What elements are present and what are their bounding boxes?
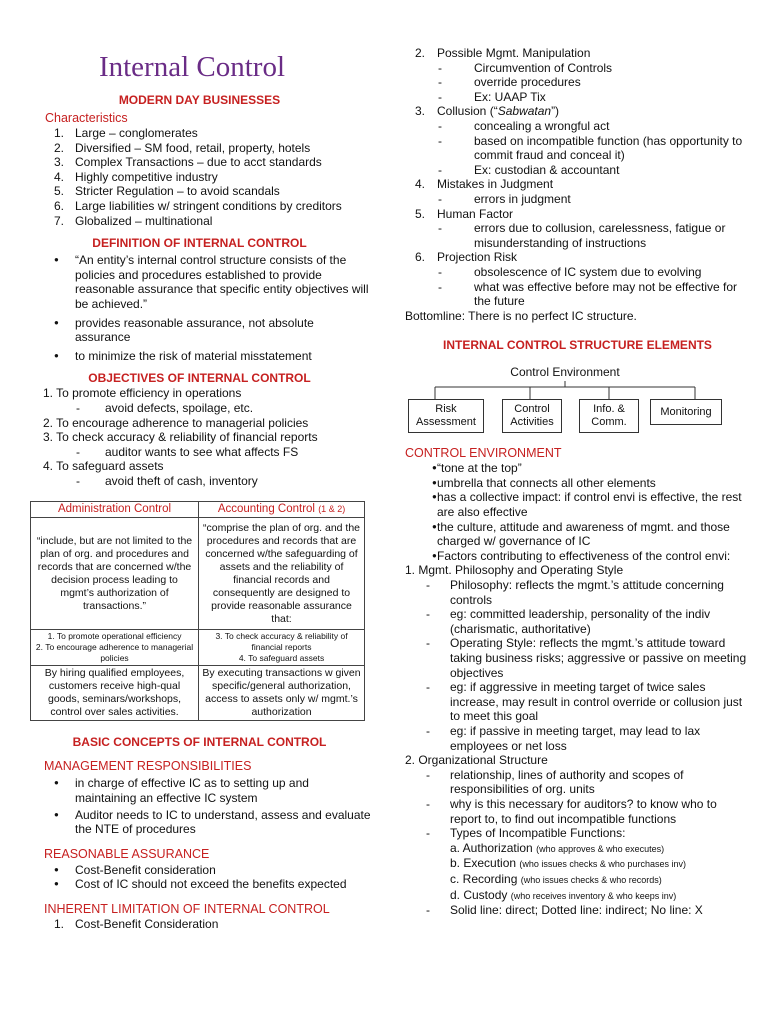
mgmt-resp-subheading: MANAGEMENT RESPONSIBILITIES bbox=[44, 759, 252, 774]
list-item: 6. Large liabilities w/ stringent conditions by creditors bbox=[54, 198, 342, 213]
list-item: ● the culture, attitude and awareness of mgmt. and those charged w/ governance of IC bbox=[405, 520, 750, 549]
factor-2-list bbox=[405, 768, 750, 918]
structure-heading: INTERNAL CONTROL STRUCTURE ELEMENTS bbox=[443, 338, 712, 353]
list-item: 6. Projection Risk bbox=[415, 250, 518, 265]
admin-definition: “include, but are not limited to the plan of org. and procedures and records that are concerned w/the decision process leading to mgmt’s authorization of transactions.” bbox=[31, 518, 199, 630]
incompatible-function-item: c. Recording (who issues checks & who records) bbox=[450, 871, 662, 886]
acct-objectives: 3. To check accuracy & reliability of financial reports 4. To safeguard assets bbox=[199, 630, 365, 666]
list-item: 2. Possible Mgmt. Manipulation bbox=[415, 46, 591, 60]
list-item: 2. To encourage adherence to managerial policies bbox=[43, 415, 309, 430]
control-environment-bullets bbox=[405, 461, 750, 563]
factor-1-list bbox=[405, 578, 750, 753]
list-item: ● Cost of IC should not exceed the benefits expected bbox=[27, 877, 372, 892]
acct-definition: “comprise the plan of org. and the procedures and records that are concerned w/the safeguarding of assets and the reliability of financial records and consequently are designed to provide reasonable assurance that: bbox=[199, 518, 365, 630]
list-item: 5. Human Factor bbox=[415, 206, 514, 221]
factor-1-heading: 1. Mgmt. Philosophy and Operating Style bbox=[405, 563, 624, 578]
list-subitem: - Operating Style: reflects the mgmt.’s attitude toward taking business risks; aggressive or passive on meeting objectives bbox=[405, 636, 750, 680]
characteristics-subheading: Characteristics bbox=[45, 111, 128, 125]
list-subitem: - why is this necessary for auditors? to know who to report to, to find out incompatible functions bbox=[405, 797, 750, 826]
list-item: ● Factors contributing to effectiveness of the control envi: bbox=[405, 549, 750, 564]
structure-diagram bbox=[405, 365, 750, 445]
list-subitem: - avoid theft of cash, inventory bbox=[43, 474, 372, 489]
diagram-root-label: Control Environment bbox=[510, 365, 620, 380]
mgmt-resp-list bbox=[27, 776, 372, 836]
list-item: 3. To check accuracy & reliability of financial reports bbox=[43, 430, 318, 445]
list-subitem: - errors in judgment bbox=[405, 192, 750, 207]
list-item: ● “An entity’s internal control structure consists of the policies and procedures established to provide reasonable assurance that specific entity objectives will be achieved.” bbox=[27, 253, 372, 311]
list-subitem: - obsolescence of IC system due to evolving bbox=[405, 265, 750, 280]
list-item: ● Cost-Benefit consideration bbox=[27, 863, 372, 878]
list-subitem: - relationship, lines of authority and scopes of responsibilities of org. units bbox=[405, 768, 750, 797]
page-title: Internal Control bbox=[98, 51, 286, 83]
list-item: 3. Complex Transactions – due to acct standards bbox=[54, 155, 322, 170]
list-item: 2. Diversified – SM food, retail, property, hotels bbox=[54, 140, 311, 155]
modern-heading: MODERN DAY BUSINESSES bbox=[118, 93, 281, 107]
list-subitem: - Ex: UAAP Tix bbox=[405, 90, 750, 105]
right-column bbox=[405, 0, 750, 918]
left-column bbox=[27, 0, 372, 932]
table-header-acct: Accounting Control (1 & 2) bbox=[199, 502, 365, 518]
list-subitem: - Types of Incompatible Functions: bbox=[405, 826, 750, 841]
list-item: ● Auditor needs to IC to understand, assess and evaluate the NTE of procedures bbox=[27, 808, 372, 837]
acct-example: By executing transactions w given specific/general authorization, access to assets only w/ mgmt.’s authorization bbox=[199, 666, 365, 721]
table-header-admin: Administration Control bbox=[31, 502, 199, 518]
list-subitem: - eg: committed leadership, personality of the indiv (charismatic, authoritative) bbox=[405, 607, 750, 636]
control-comparison-table bbox=[30, 501, 365, 721]
admin-example: By hiring qualified employees, customers receive high-qual goods, seminars/workshops, control over sales activities. bbox=[31, 666, 199, 721]
characteristics-list bbox=[27, 126, 372, 228]
list-subitem: - what was effective before may not be effective for the future bbox=[405, 280, 750, 309]
incompatible-function-item: a. Authorization (who approves & who executes) bbox=[450, 840, 665, 855]
objectives-heading: OBJECTIVES OF INTERNAL CONTROL bbox=[88, 371, 311, 386]
inherent-limitation-subheading: INHERENT LIMITATION OF INTERNAL CONTROL bbox=[44, 902, 330, 917]
diagram-box-monitoring: Monitoring bbox=[650, 399, 722, 425]
list-item: 4. To safeguard assets bbox=[43, 459, 164, 474]
list-item: 4. Mistakes in Judgment bbox=[415, 177, 554, 192]
list-item: 1. Large – conglomerates bbox=[54, 126, 198, 140]
list-item: ● “tone at the top” bbox=[405, 461, 750, 476]
list-subitem: - eg: if passive in meeting target, may lead to lax employees or net loss bbox=[405, 724, 750, 753]
list-subitem: - Circumvention of Controls bbox=[405, 61, 750, 76]
list-subitem: - avoid defects, spoilage, etc. bbox=[43, 401, 372, 416]
admin-objectives: 1. To promote operational efficiency 2. To encourage adherence to managerial policies bbox=[31, 630, 199, 666]
control-environment-subheading: CONTROL ENVIRONMENT bbox=[405, 446, 562, 461]
definition-list bbox=[27, 253, 372, 363]
list-subitem: - based on incompatible function (has opportunity to commit fraud and conceal it) bbox=[405, 134, 750, 163]
list-item: 7. Globalized – multinational bbox=[54, 213, 213, 228]
limitations-list bbox=[405, 46, 750, 309]
diagram-box-control-activities: Control Activities bbox=[502, 399, 562, 433]
list-item: 1. To promote efficiency in operations bbox=[43, 386, 242, 401]
list-item: ● to minimize the risk of material misstatement bbox=[27, 349, 372, 364]
list-item: 5. Stricter Regulation – to avoid scandals bbox=[54, 184, 280, 199]
definition-heading: DEFINITION OF INTERNAL CONTROL bbox=[92, 236, 307, 251]
list-subitem: - eg: if aggressive in meeting target of twice sales increase, may result in control override or collusion just to meet this goal bbox=[405, 680, 750, 724]
diagram-box-risk-assessment: Risk Assessment bbox=[408, 399, 484, 433]
list-item: 3. Collusion (“Sabwatan”) bbox=[415, 104, 560, 119]
list-item: ● in charge of effective IC as to setting up and maintaining an effective IC system bbox=[27, 776, 372, 805]
list-subitem: - Philosophy: reflects the mgmt.’s attitude concerning controls bbox=[405, 578, 750, 607]
list-item: ● umbrella that connects all other elements bbox=[405, 476, 750, 491]
bottomline-text: Bottomline: There is no perfect IC structure. bbox=[405, 308, 637, 323]
list-item: 4. Highly competitive industry bbox=[54, 169, 218, 184]
incompatible-function-item: b. Execution (who issues checks & who purchases inv) bbox=[450, 856, 686, 871]
list-subitem: - concealing a wrongful act bbox=[405, 119, 750, 134]
reasonable-assurance-list bbox=[27, 863, 372, 892]
list-subitem: - auditor wants to see what affects FS bbox=[43, 445, 372, 460]
list-subitem: - Solid line: direct; Dotted line: indirect; No line: X bbox=[405, 903, 750, 918]
list-subitem: - errors due to collusion, carelessness, fatigue or misunderstanding of instructions bbox=[405, 221, 750, 250]
factor-2-heading: 2. Organizational Structure bbox=[405, 753, 548, 768]
list-item: ● provides reasonable assurance, not absolute assurance bbox=[27, 316, 372, 345]
list-item: 1. Cost-Benefit Consideration bbox=[54, 917, 219, 932]
list-subitem: - override procedures bbox=[405, 75, 750, 90]
incompatible-function-item: d. Custody (who receives inventory & who keeps inv) bbox=[450, 887, 677, 902]
objectives-list bbox=[27, 386, 372, 488]
reasonable-assurance-subheading: REASONABLE ASSURANCE bbox=[44, 846, 210, 861]
basic-concepts-heading: BASIC CONCEPTS OF INTERNAL CONTROL bbox=[72, 735, 327, 750]
diagram-box-info-comm: Info. & Comm. bbox=[579, 399, 639, 433]
list-subitem: - Ex: custodian & accountant bbox=[405, 163, 750, 178]
list-item: ● has a collective impact: if control envi is effective, the rest are also effective bbox=[405, 490, 750, 519]
